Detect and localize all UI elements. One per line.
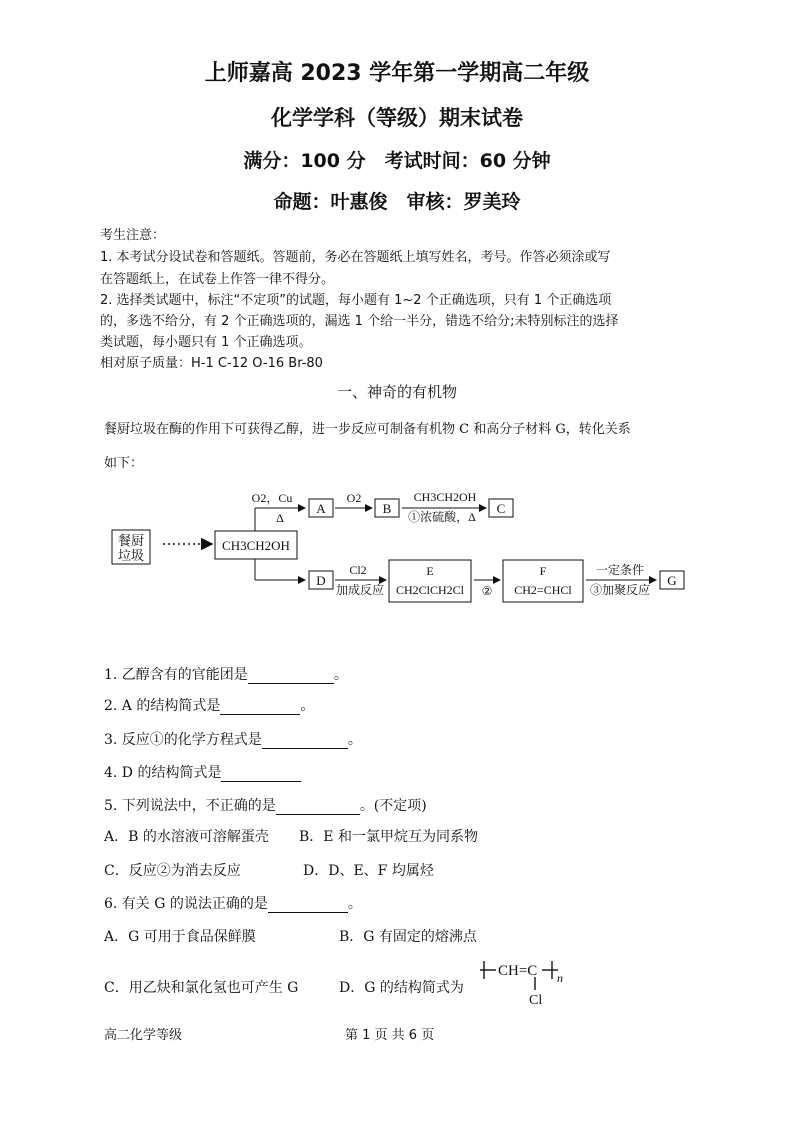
intro-line-1: 餐厨垃圾在酶的作用下可获得乙醇，进一步反应可制备有机物 C 和高分子材料 G，转化关系 xyxy=(104,422,631,437)
intro-line-2: 如下： xyxy=(104,456,144,471)
question-6-option-a: A．G 可用于食品保鲜膜 xyxy=(104,929,256,945)
cond-addition: 加成反应 xyxy=(335,583,385,597)
polymer-main: CH=C xyxy=(498,963,538,979)
score-time: 满分：100 分 考试时间：60 分钟 xyxy=(243,150,551,172)
formula-f: CH2=CHCl xyxy=(514,583,572,597)
answer-blank-3[interactable] xyxy=(262,734,348,749)
cond-cl2: Cl2 xyxy=(349,563,367,577)
cond-polymerization: ③加聚反应 xyxy=(589,583,651,597)
waste-label-1: 餐厨 xyxy=(117,533,145,548)
question-6-option-c: C．用乙炔和氯化氢也可产生 G xyxy=(104,980,299,996)
question-6 xyxy=(104,893,362,913)
polymer-structure xyxy=(474,952,574,1010)
question-6-option-d: D．G 的结构简式为 xyxy=(339,980,464,996)
cond-ethanol: CH3CH2OH xyxy=(413,490,477,504)
question-1-text: 1. 乙醇含有的官能团是 xyxy=(104,667,248,683)
notes-line-1: 1. 本考试分设试卷和答题纸。答题前，务必在答题纸上填写姓名，考号。作答必须涂或写 xyxy=(100,250,611,265)
authors: 命题：叶惠俊 审核：罗美玲 xyxy=(273,191,521,213)
question-6-end: 。 xyxy=(347,896,362,912)
question-5-option-c: C．反应②为消去反应 xyxy=(104,863,241,879)
question-3-end: 。 xyxy=(347,732,362,748)
footer-left: 高二化学等级 xyxy=(104,1028,183,1043)
label-g: G xyxy=(667,573,677,588)
waste-label-2: 垃圾 xyxy=(117,548,145,563)
page-number: 第 1 页 共 6 页 xyxy=(345,1028,435,1043)
question-5 xyxy=(104,795,427,815)
label-a: A xyxy=(316,501,326,516)
exam-title: 上师嘉高 2023 学年第一学期高二年级 xyxy=(204,61,590,86)
question-5-text: 5. 下列说法中，不正确的是 xyxy=(104,798,276,814)
question-3-text: 3. 反应①的化学方程式是 xyxy=(104,732,262,748)
polymer-n: n xyxy=(557,971,563,985)
question-1-end: 。 xyxy=(333,667,348,683)
answer-blank-6[interactable] xyxy=(268,898,348,913)
polymer-cl: Cl xyxy=(529,993,543,1008)
answer-blank-4[interactable] xyxy=(221,767,301,782)
exam-subtitle: 化学学科（等级）期末试卷 xyxy=(271,106,523,130)
question-5-option-b: B．E 和一氯甲烷互为同系物 xyxy=(299,829,478,845)
notes-line-4: 的，多选不给分，有 2 个正确选项的，漏选 1 个给一半分，错选不给分;未特别标注的选择 xyxy=(100,314,619,329)
answer-blank-1[interactable] xyxy=(248,669,334,684)
question-4-text: 4. D 的结构简式是 xyxy=(104,765,222,781)
question-4 xyxy=(104,762,301,782)
cond-heat: Δ xyxy=(276,511,284,525)
cond-2: ② xyxy=(481,584,493,598)
label-c: C xyxy=(496,501,506,516)
cond-o2-cu: O2，Cu xyxy=(251,491,293,505)
cond-o2: O2 xyxy=(346,491,362,505)
atomic-masses: 相对原子质量：H-1 C-12 O-16 Br-80 xyxy=(100,356,323,371)
answer-blank-5[interactable] xyxy=(276,800,360,815)
cond-certain: 一定条件 xyxy=(595,563,645,577)
notes-heading: 考生注意： xyxy=(100,228,166,243)
question-2-end: 。 xyxy=(300,698,315,714)
notes-line-3: 2. 选择类试题中，标注“不定项”的试题，每小题有 1~2 个正确选项，只有 1 个正确选项 xyxy=(100,293,612,308)
label-f: F xyxy=(539,564,547,578)
question-3 xyxy=(104,729,362,749)
question-2 xyxy=(104,695,314,715)
question-2-text: 2. A 的结构简式是 xyxy=(104,698,221,714)
question-5-end: 。(不定项) xyxy=(359,798,427,814)
reaction-scheme xyxy=(0,470,794,620)
notes-line-2: 在答题纸上，在试卷上作答一律不得分。 xyxy=(100,272,335,287)
label-b: B xyxy=(382,501,392,516)
answer-blank-2[interactable] xyxy=(220,700,300,715)
question-6-text: 6. 有关 G 的说法正确的是 xyxy=(104,896,268,912)
section-title: 一、神奇的有机物 xyxy=(336,383,457,401)
question-5-option-d: D．D、E、F 均属烃 xyxy=(303,863,434,879)
question-6-option-b: B．G 有固定的熔沸点 xyxy=(339,929,477,945)
question-1 xyxy=(104,664,348,684)
ethanol-formula: CH3CH2OH xyxy=(222,538,290,553)
cond-acid: ①浓硫酸，Δ xyxy=(408,510,476,524)
formula-e: CH2ClCH2Cl xyxy=(395,583,465,597)
question-5-option-a: A．B 的水溶液可溶解蛋壳 xyxy=(104,829,269,845)
label-d: D xyxy=(316,573,326,588)
notes-line-5: 类试题，每小题只有 1 个正确选项。 xyxy=(100,335,312,350)
label-e: E xyxy=(426,564,434,578)
